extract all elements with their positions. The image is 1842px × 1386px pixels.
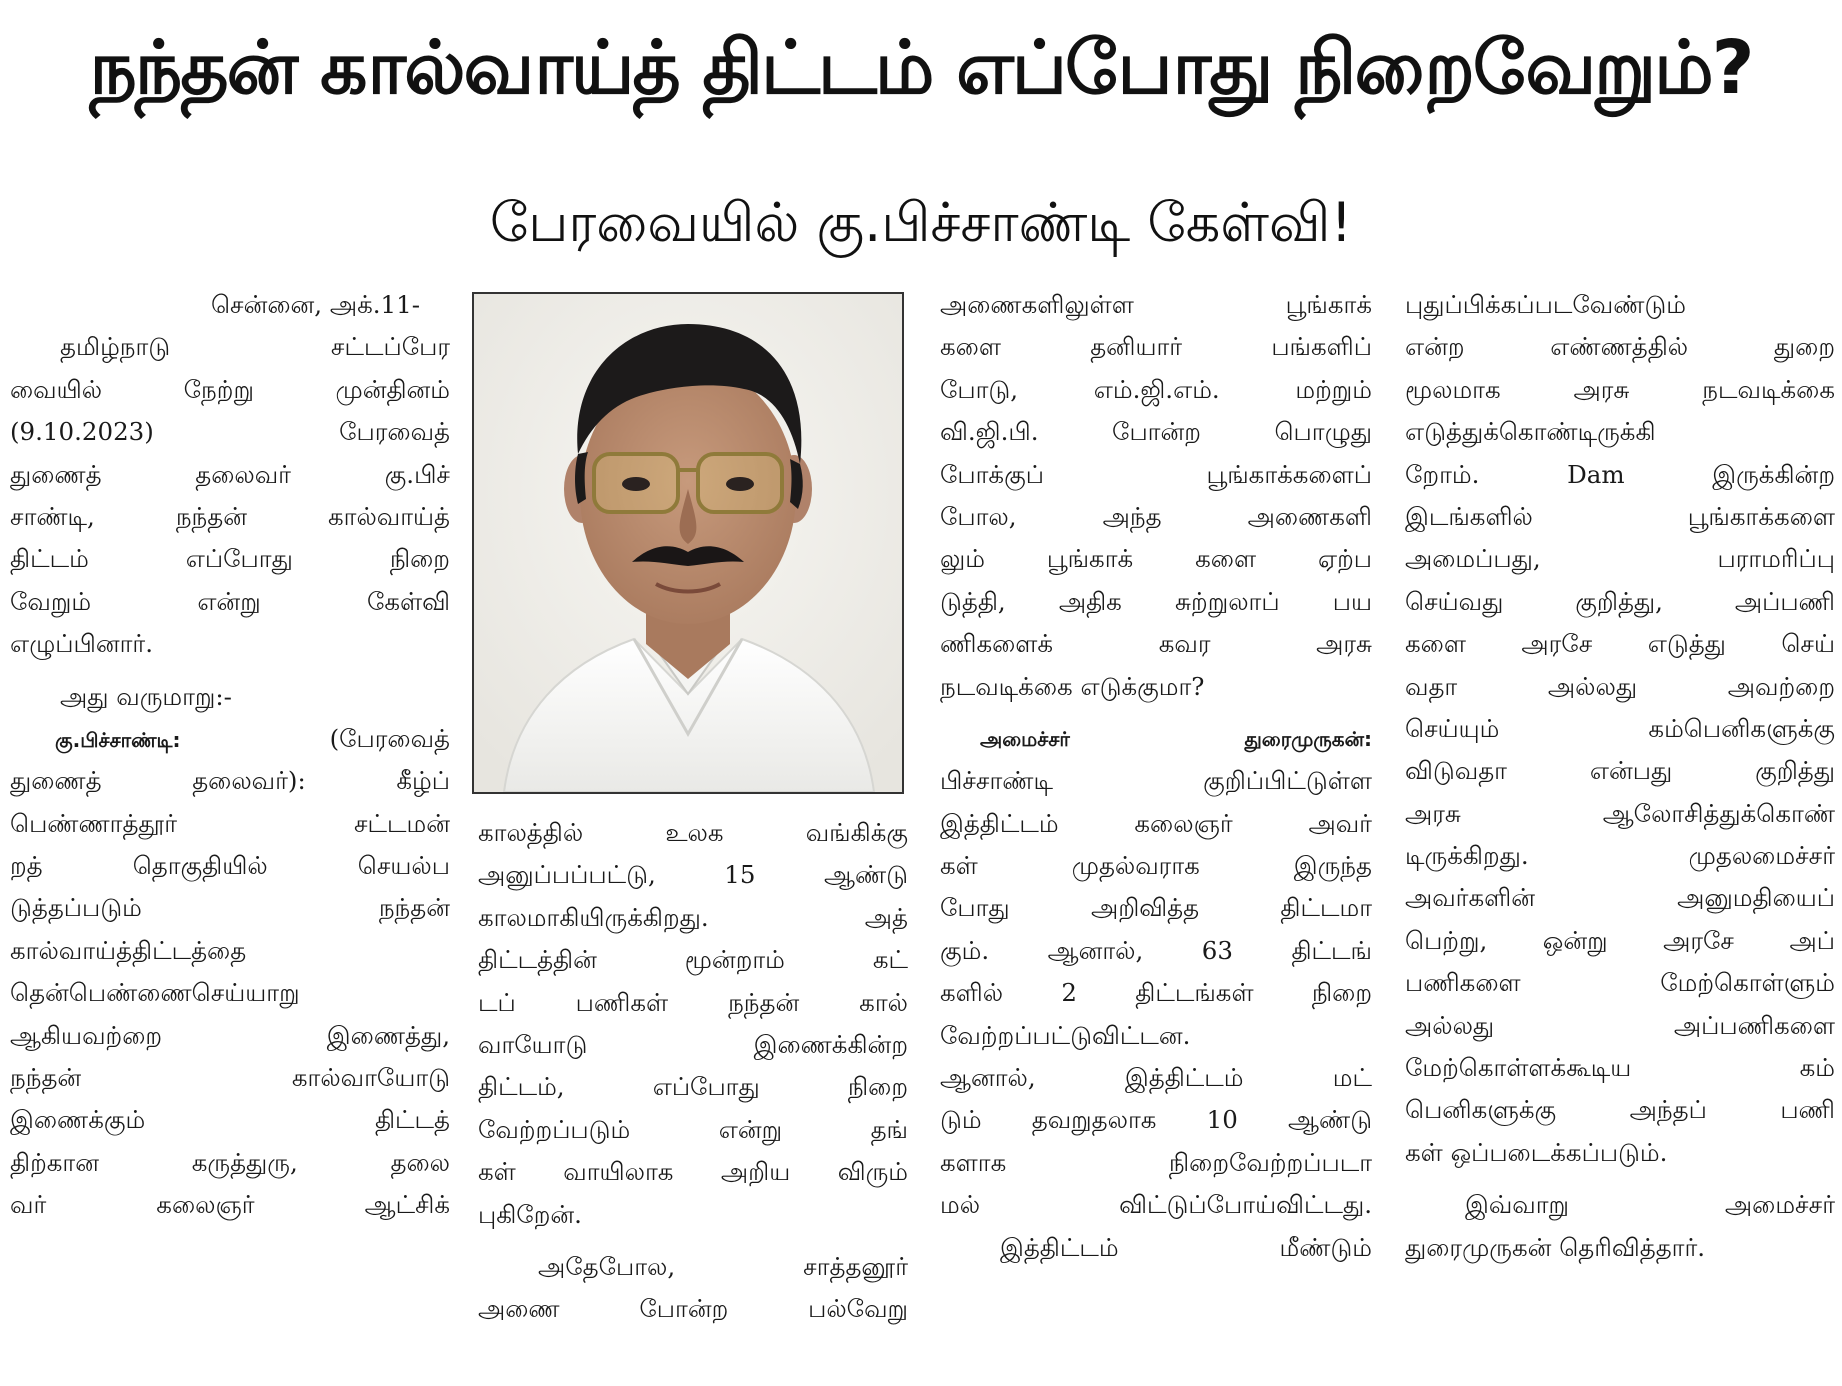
text-line: டுத்தப்படும் நந்தன்	[10, 893, 450, 923]
text-line: பெண்ணாத்தூர் சட்டமன்	[10, 808, 450, 838]
article-column-3	[940, 284, 1372, 1269]
text-line: கள் ஒப்படைக்கப்படும்.	[1405, 1137, 1668, 1167]
text-line: றோம். Dam இருக்கின்ற	[1405, 459, 1835, 489]
text-line: புதுப்பிக்கப்படவேண்டும்	[1405, 290, 1686, 319]
text-line: துணைத் தலைவர்): கீழ்ப்	[10, 766, 450, 796]
text-line: இடங்களில் பூங்காக்களை	[1405, 501, 1835, 531]
text-line: அமைப்பது, பராமரிப்பு	[1405, 544, 1835, 574]
text-line: தமிழ்நாடு சட்டப்பேர	[60, 332, 450, 362]
text-line: இணைக்கும் திட்டத்	[10, 1105, 450, 1135]
article-column-2	[478, 812, 908, 1331]
text-line: கால்வாய்த்திட்டத்தை	[10, 935, 247, 965]
text-line: போக்குப் பூங்காக்களைப்	[940, 459, 1372, 489]
text-line: றத் தொகுதியில் செயல்ப	[10, 851, 450, 881]
portrait-photo	[472, 292, 904, 794]
text-line: விடுவதா என்பது குறித்து	[1405, 756, 1835, 786]
text-line: வேறும் என்று கேள்வி	[10, 586, 450, 616]
text-line: மல் விட்டுப்போய்விட்டது.	[940, 1190, 1372, 1220]
text-line: திட்டம், எப்போது நிறை	[478, 1072, 908, 1102]
text-line: களில் 2 திட்டங்கள் நிறை	[940, 978, 1372, 1008]
text-line: போடு, எம்.ஜி.எம். மற்றும்	[940, 374, 1372, 404]
text-line: டுத்தி, அதிக சுற்றுலாப் பய	[940, 586, 1372, 616]
text-line: அதேபோல, சாத்தனூர்	[538, 1251, 908, 1281]
article-subheadline: பேரவையில் கு.பிச்சாண்டி கேள்வி!	[489, 191, 1353, 254]
text-line: களை தனியார் பங்களிப்	[940, 332, 1372, 362]
text-line: காலத்தில் உலக வங்கிக்கு	[478, 818, 908, 847]
text-line: கள் முதல்வராக இருந்த	[940, 851, 1372, 881]
text-line: களாக நிறைவேற்றப்படா	[940, 1147, 1372, 1177]
text-line: அவர்களின் அனுமதியைப்	[1405, 883, 1835, 913]
text-line: பிச்சாண்டி குறிப்பிட்டுள்ள	[940, 766, 1372, 796]
text-line: லும் பூங்காக் களை ஏற்ப	[940, 544, 1372, 574]
text-line: புகிறேன்.	[478, 1199, 582, 1229]
text-line: டப் பணிகள் நந்தன் கால்	[478, 987, 908, 1017]
text-line: சாண்டி, நந்தன் கால்வாய்த்	[10, 501, 450, 531]
text-line: நந்தன் கால்வாயோடு	[10, 1063, 450, 1093]
text-line: மேற்கொள்ளக்கூடிய கம்	[1405, 1053, 1835, 1083]
text-line: என்ற எண்ணத்தில் துறை	[1405, 332, 1835, 362]
text-line: பெனிகளுக்கு அந்தப் பணி	[1405, 1095, 1835, 1125]
text-line: அரசு ஆலோசித்துக்கொண்	[1405, 798, 1835, 828]
text-line: போது அறிவித்த திட்டமா	[940, 893, 1372, 923]
text-line: வேற்றப்படும் என்று தங்	[478, 1114, 908, 1144]
text-line: ணிகளைக் கவர அரசு	[940, 629, 1372, 659]
text-line: தென்பெண்ணைசெய்யாறு	[10, 978, 300, 1008]
dateline: சென்னை, அக்.11-	[210, 290, 420, 319]
text-line: எழுப்பினார்.	[10, 629, 154, 659]
text-line-speaker	[10, 718, 450, 760]
text-line: வேற்றப்பட்டுவிட்டன.	[940, 1020, 1191, 1050]
text-line: களை அரசே எடுத்து செய்	[1405, 629, 1835, 659]
text-line: கும். ஆனால், 63 திட்டங்	[940, 935, 1372, 965]
article-headline: நந்தன் கால்வாய்த் திட்டம் எப்போது நிறைவேறும்?	[89, 25, 1753, 111]
text-line: எடுத்துக்கொண்டிருக்கி	[1405, 417, 1656, 447]
text-line: போல, அந்த அணைகளி	[940, 501, 1372, 531]
text-line: செய்வது குறித்து, அப்பணி	[1405, 586, 1835, 616]
text-line: அனுப்பப்பட்டு, 15 ஆண்டு	[478, 860, 908, 890]
speaker-label: கு.பிச்சாண்டி:	[55, 727, 181, 752]
text-line: வதா அல்லது அவற்றை	[1405, 671, 1835, 701]
text-line: வி.ஜி.பி. போன்ற பொழுது	[940, 417, 1372, 447]
text-line: இத்திட்டம் மீண்டும்	[1000, 1232, 1372, 1262]
text-line: வாயோடு இணைக்கின்ற	[478, 1029, 908, 1059]
text-line: காலமாகியிருக்கிறது. அத்	[478, 902, 908, 932]
text-line: கள் வாயிலாக அறிய விரும்	[478, 1157, 908, 1187]
text-line: பெற்று, ஒன்று அரசே அப்	[1405, 925, 1835, 955]
article-column-4	[1405, 284, 1835, 1269]
text-line: ஆனால், இத்திட்டம் மட்	[940, 1063, 1372, 1093]
text-fragment: (பேரவைத்	[329, 723, 450, 753]
speaker-label: அமைச்சர் துரைமுருகன்:	[980, 726, 1372, 751]
text-line: அணைகளிலுள்ள பூங்காக்	[940, 290, 1372, 319]
text-line: வர் கலைஞர் ஆட்சிக்	[10, 1190, 450, 1220]
text-line: (9.10.2023) பேரவைத்	[10, 417, 450, 447]
text-line: திட்டம் எப்போது நிறை	[10, 544, 450, 574]
text-line: துணைத் தலைவர் கு.பிச்	[10, 459, 450, 489]
text-line: அல்லது அப்பணிகளை	[1405, 1010, 1835, 1040]
text-line: நடவடிக்கை எடுக்குமா?	[940, 671, 1205, 701]
text-line: அணை போன்ற பல்வேறு	[478, 1294, 908, 1324]
text-line: டிருக்கிறது. முதலமைச்சர்	[1405, 841, 1835, 871]
text-line: இவ்வாறு அமைச்சர்	[1465, 1190, 1835, 1220]
article-column-1	[10, 284, 450, 1227]
text-line: டும் தவறுதலாக 10 ஆண்டு	[940, 1105, 1372, 1135]
text-line: அது வருமாறு:-	[60, 681, 232, 711]
text-line: செய்யும் கம்பெனிகளுக்கு	[1405, 713, 1835, 743]
text-line: துரைமுருகன் தெரிவித்தார்.	[1405, 1232, 1706, 1262]
text-line: திட்டத்தின் மூன்றாம் கட்	[478, 945, 908, 975]
text-line: ஆகியவற்றை இணைத்து,	[10, 1020, 450, 1050]
text-line: பணிகளை மேற்கொள்ளும்	[1405, 968, 1835, 998]
text-line: இத்திட்டம் கலைஞர் அவர்	[940, 808, 1372, 838]
text-line: வையில் நேற்று முன்தினம்	[10, 374, 450, 404]
text-line: திற்கான கருத்துரு, தலை	[10, 1147, 450, 1177]
text-line: மூலமாக அரசு நடவடிக்கை	[1405, 374, 1835, 404]
